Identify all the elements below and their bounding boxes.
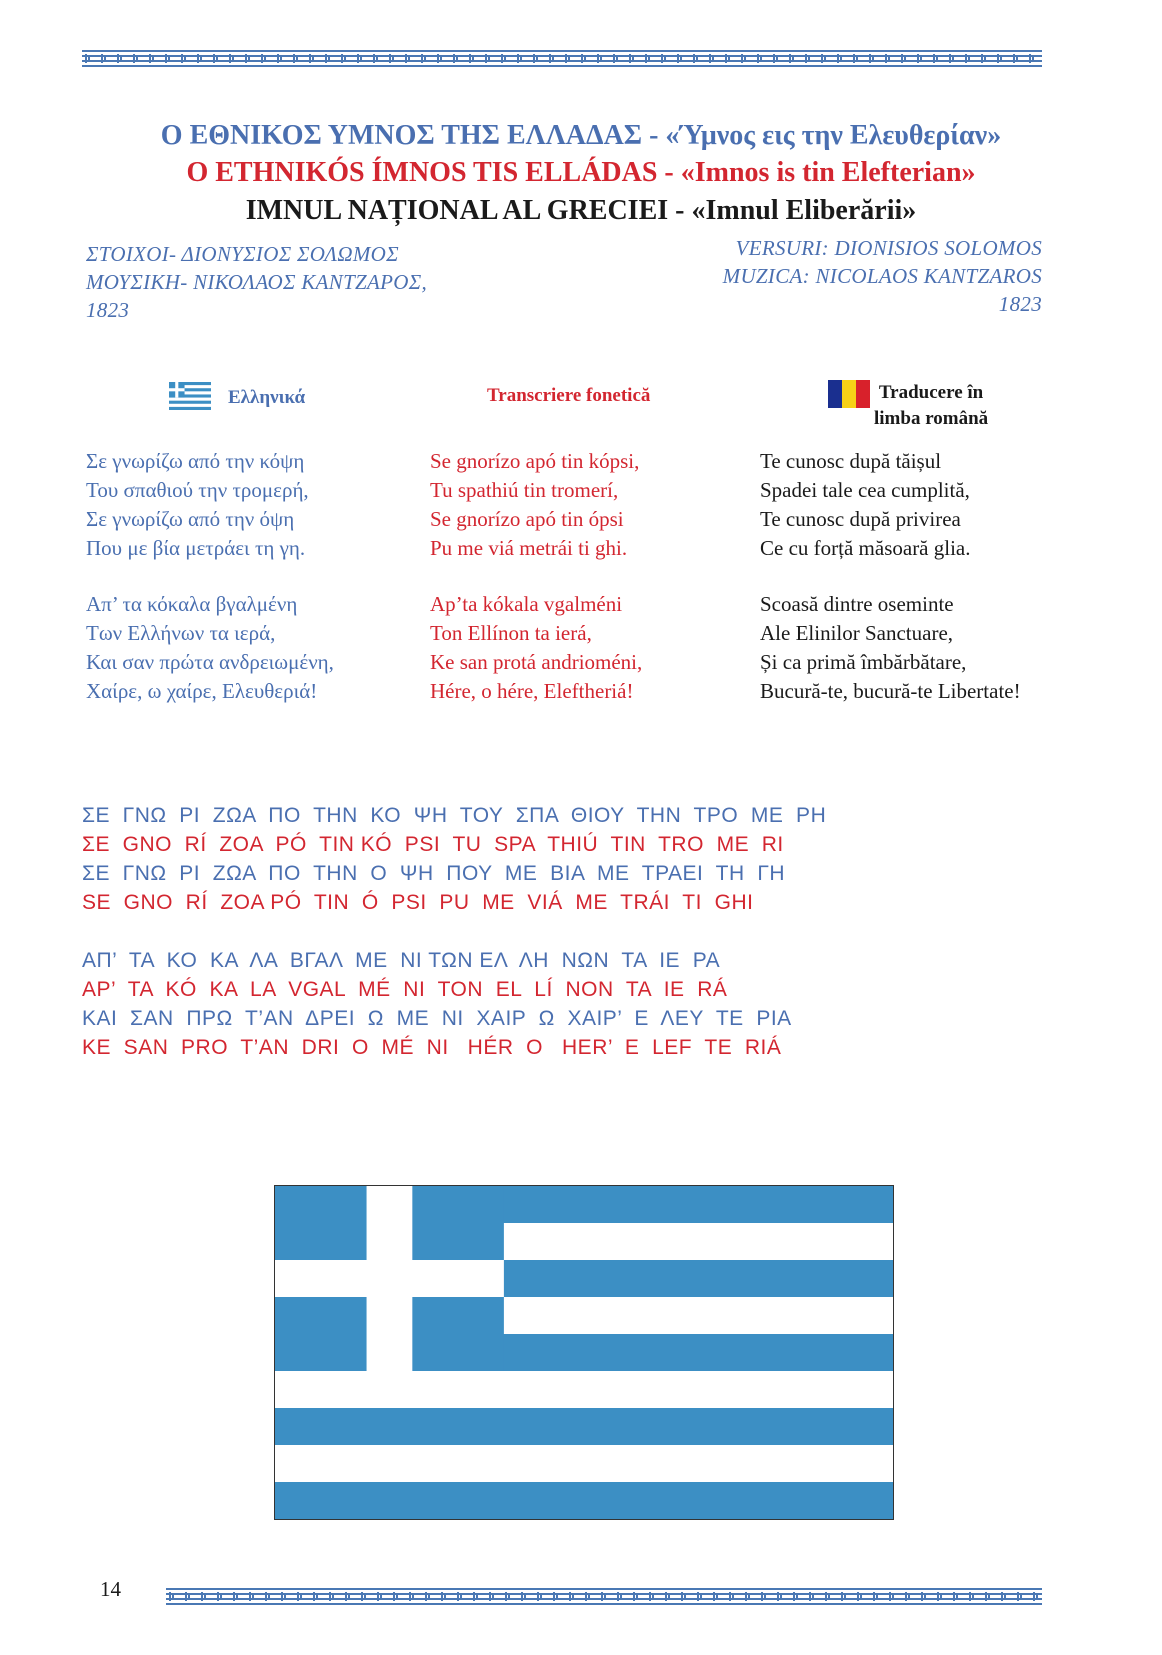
romanian-flag-red [856, 380, 870, 408]
verse-line: Ale Elinilor Sanctuare, [760, 621, 954, 645]
credits-ro-year: 1823 [998, 292, 1042, 316]
title-phonetic: O ETHNIKÓS ÍMNOS TIS ELLÁDAS - «Imnos is tin Elefterian» [186, 157, 976, 188]
verse-line: Pu me viá metrái ti ghi. [430, 536, 628, 560]
verse-line: Se gnorízo apó tin kópsi, [430, 449, 640, 473]
column-label-greek: Ελληνικά [228, 387, 306, 408]
title-greek: Ο ΕΘΝΙΚΟΣ ΥΜΝΟΣ ΤΗΣ ΕΛΛΑΔΑΣ - «Ύμνος εις την Ελευθερίαν» [160, 120, 1002, 151]
syllables-line-4: SE GNO RÍ ZOA PÓ TIN Ó PSI PU ME VIÁ ME TRÁI TI GHI [82, 891, 754, 914]
romanian-flag-yellow [842, 380, 856, 408]
syllables-line-7: ΚΑΙ ΣΑΝ ΠΡΩ Τ’ΑΝ ΔΡΕΙ Ω ΜΕ ΝΙ ΧΑΙΡ Ω ΧΑΙΡ’ Ε ΛΕΥ ΤΕ ΡΙΑ [82, 1007, 792, 1030]
verse-line: Te cunosc după privirea [760, 507, 961, 531]
verse-line: Και σαν πρώτα ανδρειωμένη, [86, 650, 334, 674]
verse-line: Se gnorízo apó tin ópsi [430, 507, 624, 531]
syllables-line-2: ΣΕ GNO RÍ ZOA PÓ TIN KÓ PSI TU SPA THIÚ TIN TRO ME RI [82, 833, 784, 856]
column-label-romanian-1: Traducere în [878, 382, 984, 403]
syllables-line-5: ΑΠ’ ΤΑ ΚΟ ΚΑ ΛΑ ΒΓΑΛ ΜΕ ΝΙ ΤΩΝ ΕΛ ΛΗ ΝΩΝ ΤΑ ΙΕ ΡΑ [82, 949, 721, 972]
credits-greek-year: 1823 [86, 298, 130, 322]
verse-line: Tu spathiú tin tromerí, [430, 478, 619, 502]
verse-line: Ke san protá andrioméni, [430, 650, 643, 674]
credits-ro-music: MUZICA: NICOLAOS KANTZAROS [722, 264, 1042, 288]
verse-romanian-stanza-1 [760, 447, 971, 563]
verse-line: Spadei tale cea cumplită, [760, 478, 970, 502]
verse-line: Și ca primă îmbărbătare, [760, 650, 967, 674]
verse-line: Hére, o hére, Eleftheriá! [430, 679, 634, 703]
verse-romanian-stanza-2 [760, 590, 1021, 706]
verse-greek-stanza-2 [86, 590, 334, 706]
verse-phonetic-stanza-2 [430, 590, 642, 706]
verse-line: Που με βία μετράει τη γη. [86, 536, 306, 560]
greek-flag-image [274, 1185, 894, 1520]
syllables-line-1: ΣΕ ΓΝΩ ΡΙ ΖΩΑ ΠΟ ΤΗΝ ΚΟ ΨΗ ΤΟΥ ΣΠΑ ΘΙΟΥ ΤΗΝ ΤΡΟ ΜΕ ΡΗ [82, 804, 827, 827]
column-label-romanian-2: limba română [874, 408, 989, 429]
verse-line: Των Ελλήνων τα ιερά, [86, 621, 276, 645]
verse-line: Te cunosc după tăișul [760, 449, 942, 473]
title-romanian: IMNUL NAȚIONAL AL GRECIEI - «Imnul Eliberării» [245, 195, 917, 226]
credits-greek [86, 240, 427, 324]
credits-ro-lyrics: VERSURI: DIONISIOS SOLOMOS [735, 236, 1042, 260]
verse-line: Ton Ellínon ta ierá, [430, 621, 592, 645]
page-number: 14 [100, 1577, 121, 1601]
bottom-meander-border [166, 1588, 1042, 1605]
top-meander-border [82, 50, 1042, 67]
verse-line: Του σπαθιού την τρομερή, [86, 478, 309, 502]
column-label-romanian [874, 380, 988, 432]
verse-line: Bucură-te, bucură-te Libertate! [760, 679, 1021, 703]
verse-line: Σε γνωρίζω από την κόψη [86, 449, 305, 473]
romanian-flag-blue [828, 380, 842, 408]
syllables-line-6: AP’ TA KÓ KA LA VGAL MÉ NI TON EL LÍ NON TA IE RÁ [82, 978, 728, 1001]
verse-line: Ce cu forță măsoară glia. [760, 536, 971, 560]
credits-greek-lyrics: ΣΤΟΙΧΟΙ- ΔΙΟΝΥΣΙΟΣ ΣΟΛΩΜΟΣ [86, 242, 399, 266]
verse-greek-stanza-1 [86, 447, 309, 563]
column-label-phonetic: Transcriere fonetică [487, 385, 651, 406]
greek-flag-icon [169, 382, 211, 410]
verse-phonetic-stanza-1 [430, 447, 639, 563]
verse-line: Χαίρε, ω χαίρε, Ελευθεριά! [86, 679, 318, 703]
romanian-flag-icon [828, 380, 870, 408]
credits-romanian [723, 234, 1042, 318]
syllables-line-8: KE SAN PRO T’AN DRI O MÉ NI HÉR O HER’ E LEF TE RIÁ [82, 1036, 782, 1059]
verse-line: Απ’ τα κόκαλα βγαλμένη [86, 592, 298, 616]
credits-greek-music: ΜΟΥΣΙΚΗ- ΝΙΚΟΛΑΟΣ ΚΑΝΤΖΑΡΟΣ, [86, 270, 428, 294]
verse-line: Σε γνωρίζω από την όψη [86, 507, 295, 531]
verse-line: Ap’ta kókala vgalméni [430, 592, 623, 616]
verse-line: Scoasă dintre oseminte [760, 592, 954, 616]
syllables-line-3: ΣΕ ΓΝΩ ΡΙ ΖΩΑ ΠΟ ΤΗΝ Ο ΨΗ ΠΟΥ ΜΕ ΒΙΑ ΜΕ ΤΡΑΕΙ ΤΗ ΓΗ [82, 862, 786, 885]
